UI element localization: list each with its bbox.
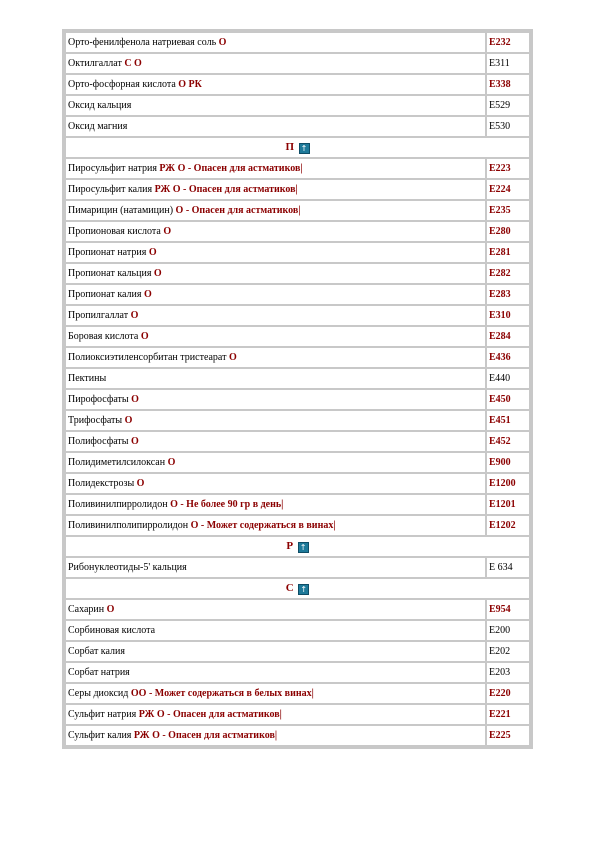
table-row xyxy=(66,705,529,724)
additive-cell xyxy=(66,642,485,661)
table-row xyxy=(66,180,529,199)
additive-name: Оксид магния xyxy=(68,121,128,132)
additive-name: Сахарин xyxy=(68,604,105,615)
additive-name: Серы диоксид xyxy=(68,688,129,699)
additive-cell xyxy=(66,390,485,409)
up-arrow-icon[interactable]: ↑ xyxy=(298,584,309,595)
additive-tag: РЖ О - Опасен для астматиков| xyxy=(138,709,282,720)
table-row xyxy=(66,663,529,682)
additive-name: Октилгаллат xyxy=(68,58,122,69)
additive-cell xyxy=(66,327,485,346)
additive-cell xyxy=(66,558,485,577)
table-row xyxy=(66,453,529,472)
table-row xyxy=(66,264,529,283)
e-code: E202 xyxy=(487,642,529,661)
additive-name: Пектины xyxy=(68,373,107,384)
table-row xyxy=(66,621,529,640)
additive-cell xyxy=(66,495,485,514)
table-row xyxy=(66,369,529,388)
additive-name: Полидиметилсилоксан xyxy=(68,457,166,468)
e-code: E1201 xyxy=(487,495,529,514)
table-row xyxy=(66,642,529,661)
table-row xyxy=(66,117,529,136)
additive-cell xyxy=(66,726,485,745)
additive-tag: О - Не более 90 гр в день| xyxy=(170,499,284,510)
additive-cell xyxy=(66,705,485,724)
additive-cell xyxy=(66,33,485,52)
additive-cell xyxy=(66,117,485,136)
e-code: E440 xyxy=(487,369,529,388)
additive-tag: О xyxy=(130,436,139,447)
e-code: E436 xyxy=(487,348,529,367)
additive-name: Пропилгаллат xyxy=(68,310,129,321)
table-row xyxy=(66,327,529,346)
additive-name: Пиросульфит калия xyxy=(68,184,153,195)
table-row xyxy=(66,33,529,52)
e-code: E530 xyxy=(487,117,529,136)
e-code: E284 xyxy=(487,327,529,346)
additive-cell xyxy=(66,201,485,220)
additive-tag: О xyxy=(229,352,237,363)
e-code: E221 xyxy=(487,705,529,724)
additive-name: Полидекстрозы xyxy=(68,478,135,489)
additive-tag: ОО - Может содержаться в белых винах| xyxy=(130,688,314,699)
table-row xyxy=(66,96,529,115)
e-code: E232 xyxy=(487,33,529,52)
additive-tag: РЖ О - Опасен для астматиков| xyxy=(133,730,278,741)
table-row xyxy=(66,222,529,241)
additive-tag: С О xyxy=(124,58,142,69)
additive-name: Поливинилполипирролидон xyxy=(68,520,189,531)
additive-tag: РЖ О - Опасен для астматиков| xyxy=(159,163,303,174)
additive-cell xyxy=(66,369,485,388)
letter-header-row xyxy=(66,579,529,598)
additive-name: Поливинилпирролидон xyxy=(68,499,168,510)
table-row xyxy=(66,159,529,178)
additive-name: Сульфит натрия xyxy=(68,709,137,720)
additive-cell xyxy=(66,348,485,367)
e-code: E203 xyxy=(487,663,529,682)
table-row xyxy=(66,558,529,577)
additive-name: Сорбиновая кислота xyxy=(68,625,156,636)
e-code: E311 xyxy=(487,54,529,73)
additives-table xyxy=(64,31,531,747)
additive-cell xyxy=(66,600,485,619)
additive-tag: О xyxy=(106,604,115,615)
additive-cell xyxy=(66,663,485,682)
additive-cell xyxy=(66,243,485,262)
additive-name: Пропионат кальция xyxy=(68,268,152,279)
e-code: E224 xyxy=(487,180,529,199)
additive-cell xyxy=(66,684,485,703)
table-row xyxy=(66,684,529,703)
additive-cell xyxy=(66,306,485,325)
additive-cell xyxy=(66,54,485,73)
e-code: E338 xyxy=(487,75,529,94)
table-row xyxy=(66,243,529,262)
additive-cell xyxy=(66,96,485,115)
additive-cell xyxy=(66,432,485,451)
table-row xyxy=(66,285,529,304)
additive-tag: РЖ О - Опасен для астматиков| xyxy=(154,184,298,195)
e-code: E223 xyxy=(487,159,529,178)
additive-cell xyxy=(66,453,485,472)
up-arrow-icon[interactable]: ↑ xyxy=(299,143,310,154)
e-code: E451 xyxy=(487,411,529,430)
additive-name: Полифосфаты xyxy=(68,436,129,447)
e-code: E450 xyxy=(487,390,529,409)
e-code: E 634 xyxy=(487,558,529,577)
additive-cell xyxy=(66,411,485,430)
additives-table-frame xyxy=(62,29,533,749)
additive-cell xyxy=(66,474,485,493)
additive-tag: О xyxy=(144,289,152,300)
additive-name: Полиоксиэтиленсорбитан тристеарат xyxy=(68,352,227,363)
letter-header-cell xyxy=(66,579,529,598)
section-letter: П xyxy=(285,141,295,154)
table-row xyxy=(66,75,529,94)
table-row xyxy=(66,516,529,535)
letter-header-row xyxy=(66,537,529,556)
additive-name: Боровая кислота xyxy=(68,331,139,342)
additive-tag: О xyxy=(163,226,172,237)
additive-tag: О - Может содержаться в винах| xyxy=(190,520,336,531)
additive-tag: О xyxy=(218,37,227,48)
additive-name: Оксид кальция xyxy=(68,100,132,111)
additive-cell xyxy=(66,159,485,178)
table-row xyxy=(66,432,529,451)
additives-table-body xyxy=(66,33,529,745)
up-arrow-icon[interactable]: ↑ xyxy=(298,542,309,553)
letter-header-row xyxy=(66,138,529,157)
additive-tag: О xyxy=(148,247,157,258)
additive-name: Орто-фосфорная кислота xyxy=(68,79,176,90)
e-code: E283 xyxy=(487,285,529,304)
e-code: E452 xyxy=(487,432,529,451)
letter-header-cell xyxy=(66,138,529,157)
additive-name: Сульфит калия xyxy=(68,730,132,741)
additive-name: Орто-фенилфенола натриевая соль xyxy=(68,37,217,48)
table-row xyxy=(66,54,529,73)
table-row xyxy=(66,726,529,745)
additive-cell xyxy=(66,264,485,283)
additive-name: Пимарицин (натамицин) xyxy=(68,205,174,216)
table-row xyxy=(66,201,529,220)
e-code: E235 xyxy=(487,201,529,220)
additive-cell xyxy=(66,621,485,640)
additive-cell xyxy=(66,516,485,535)
e-code: E200 xyxy=(487,621,529,640)
additive-name: Сорбат калия xyxy=(68,646,125,657)
additive-cell xyxy=(66,285,485,304)
letter-header-cell xyxy=(66,537,529,556)
e-code: E280 xyxy=(487,222,529,241)
additive-tag: О xyxy=(131,394,139,405)
additive-tag: О xyxy=(140,331,149,342)
additive-name: Трифосфаты xyxy=(68,415,123,426)
additive-tag: О xyxy=(130,310,139,321)
e-code: E1200 xyxy=(487,474,529,493)
additive-name: Рибонуклеотиды-5' кальция xyxy=(68,562,187,573)
table-row xyxy=(66,600,529,619)
additive-cell xyxy=(66,75,485,94)
e-code: E1202 xyxy=(487,516,529,535)
additive-cell xyxy=(66,222,485,241)
additive-cell xyxy=(66,180,485,199)
e-code: E220 xyxy=(487,684,529,703)
additive-tag: О xyxy=(167,457,176,468)
additive-tag: О xyxy=(124,415,133,426)
e-code: E529 xyxy=(487,96,529,115)
additive-tag: О - Опасен для астматиков| xyxy=(175,205,301,216)
additive-name: Пирофосфаты xyxy=(68,394,129,405)
table-row xyxy=(66,348,529,367)
section-letter: С xyxy=(285,582,294,595)
additive-name: Пропионовая кислота xyxy=(68,226,161,237)
table-row xyxy=(66,306,529,325)
table-row xyxy=(66,411,529,430)
additive-tag: О xyxy=(136,478,145,489)
section-letter: Р xyxy=(286,540,294,553)
e-code: E281 xyxy=(487,243,529,262)
table-row xyxy=(66,495,529,514)
e-code: E282 xyxy=(487,264,529,283)
table-row xyxy=(66,474,529,493)
e-code: E954 xyxy=(487,600,529,619)
e-code: E900 xyxy=(487,453,529,472)
e-code: E225 xyxy=(487,726,529,745)
additive-name: Сорбат натрия xyxy=(68,667,130,678)
additive-tag: О РК xyxy=(178,79,202,90)
e-code: E310 xyxy=(487,306,529,325)
additive-name: Пиросульфит натрия xyxy=(68,163,157,174)
additive-name: Пропионат калия xyxy=(68,289,142,300)
additive-name: Пропионат натрия xyxy=(68,247,147,258)
table-row xyxy=(66,390,529,409)
additive-tag: О xyxy=(153,268,162,279)
